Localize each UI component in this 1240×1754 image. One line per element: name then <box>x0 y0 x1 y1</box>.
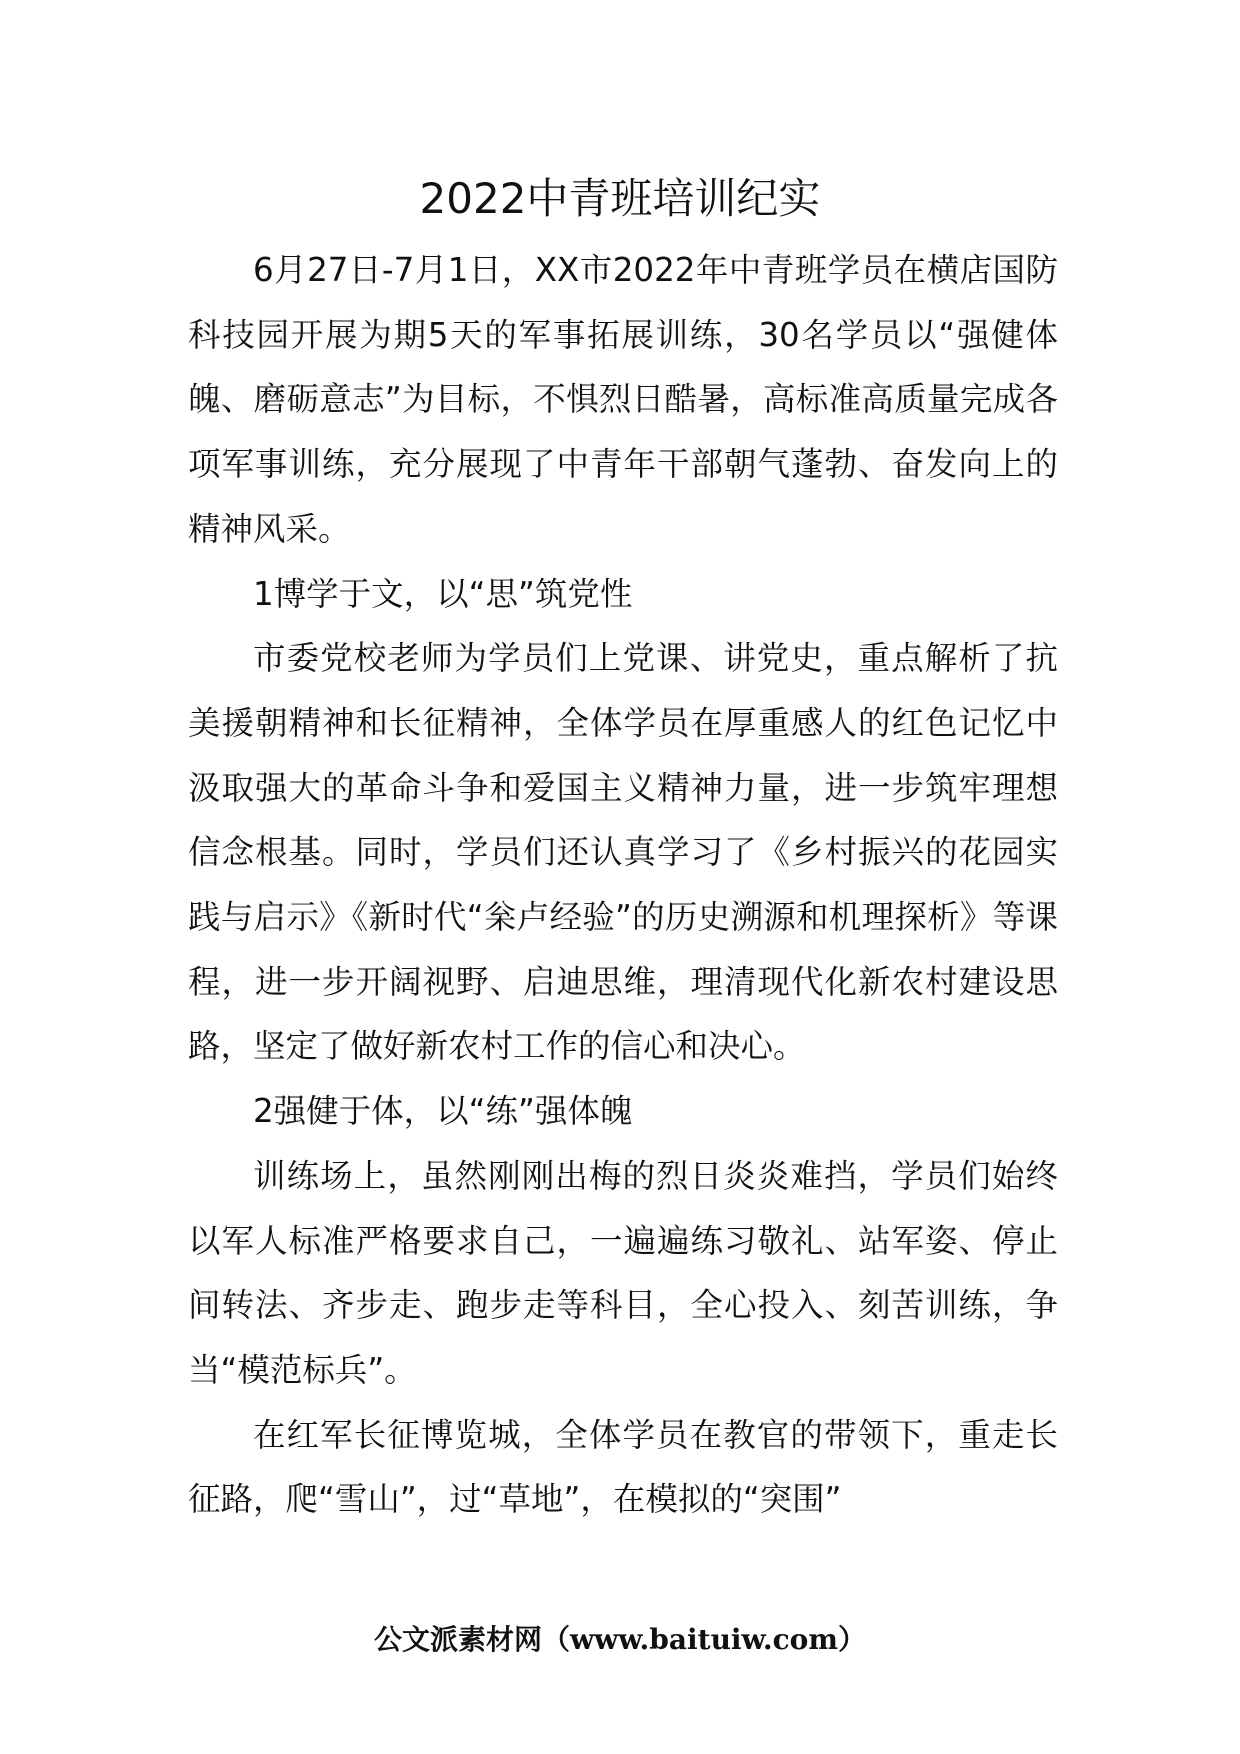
document-body <box>188 238 1058 1532</box>
paragraph-section-2-a: 训练场上，虽然刚刚出梅的烈日炎炎难挡，学员们始终以军人标准严格要求自己，一遍遍练习敬礼、站军姿、停止间转法、齐步走、跑步走等科目，全心投入、刻苦训练，争当“模范标兵”。 <box>188 1156 1058 1389</box>
paragraph-intro: 6月27日-7月1日，XX市2022年中青班学员在横店国防科技园开展为期5天的军事拓展训练，30名学员以“强健体魄、磨砺意志”为目标，不惧烈日酷暑，高标准高质量完成各项军事训练，充分展现了中青年干部朝气蓬勃、奋发向上的精神风采。 <box>188 251 1058 548</box>
footer-watermark: 公文派素材网（www.baituiw.com） <box>374 1623 866 1656</box>
section-heading-2: 2强健于体，以“练”强体魄 <box>253 1092 633 1131</box>
section-heading-1: 1博学于文，以“思”筑党性 <box>253 574 633 613</box>
paragraph-section-1: 市委党校老师为学员们上党课、讲党史，重点解析了抗美援朝精神和长征精神，全体学员在厚重感人的红色记忆中汲取强大的革命斗争和爱国主义精神力量，进一步筑牢理想信念根基。同时，学员们还认真学习了《乡村振兴的花园实践与启示》《新时代“枀卢经验”的历史溯源和机理探析》等课程，进一步开阔视野、启迪思维，理清现代化新农村建设思路，坚定了做好新农村工作的信心和决心。 <box>188 639 1058 1066</box>
document-title: 2022中青班培训纪实 <box>419 174 821 223</box>
paragraph-section-2-b: 在红军长征博览城，全体学员在教官的带领下，重走长征路，爬“雪山”，过“草地”，在模拟的“突围” <box>188 1415 1058 1519</box>
